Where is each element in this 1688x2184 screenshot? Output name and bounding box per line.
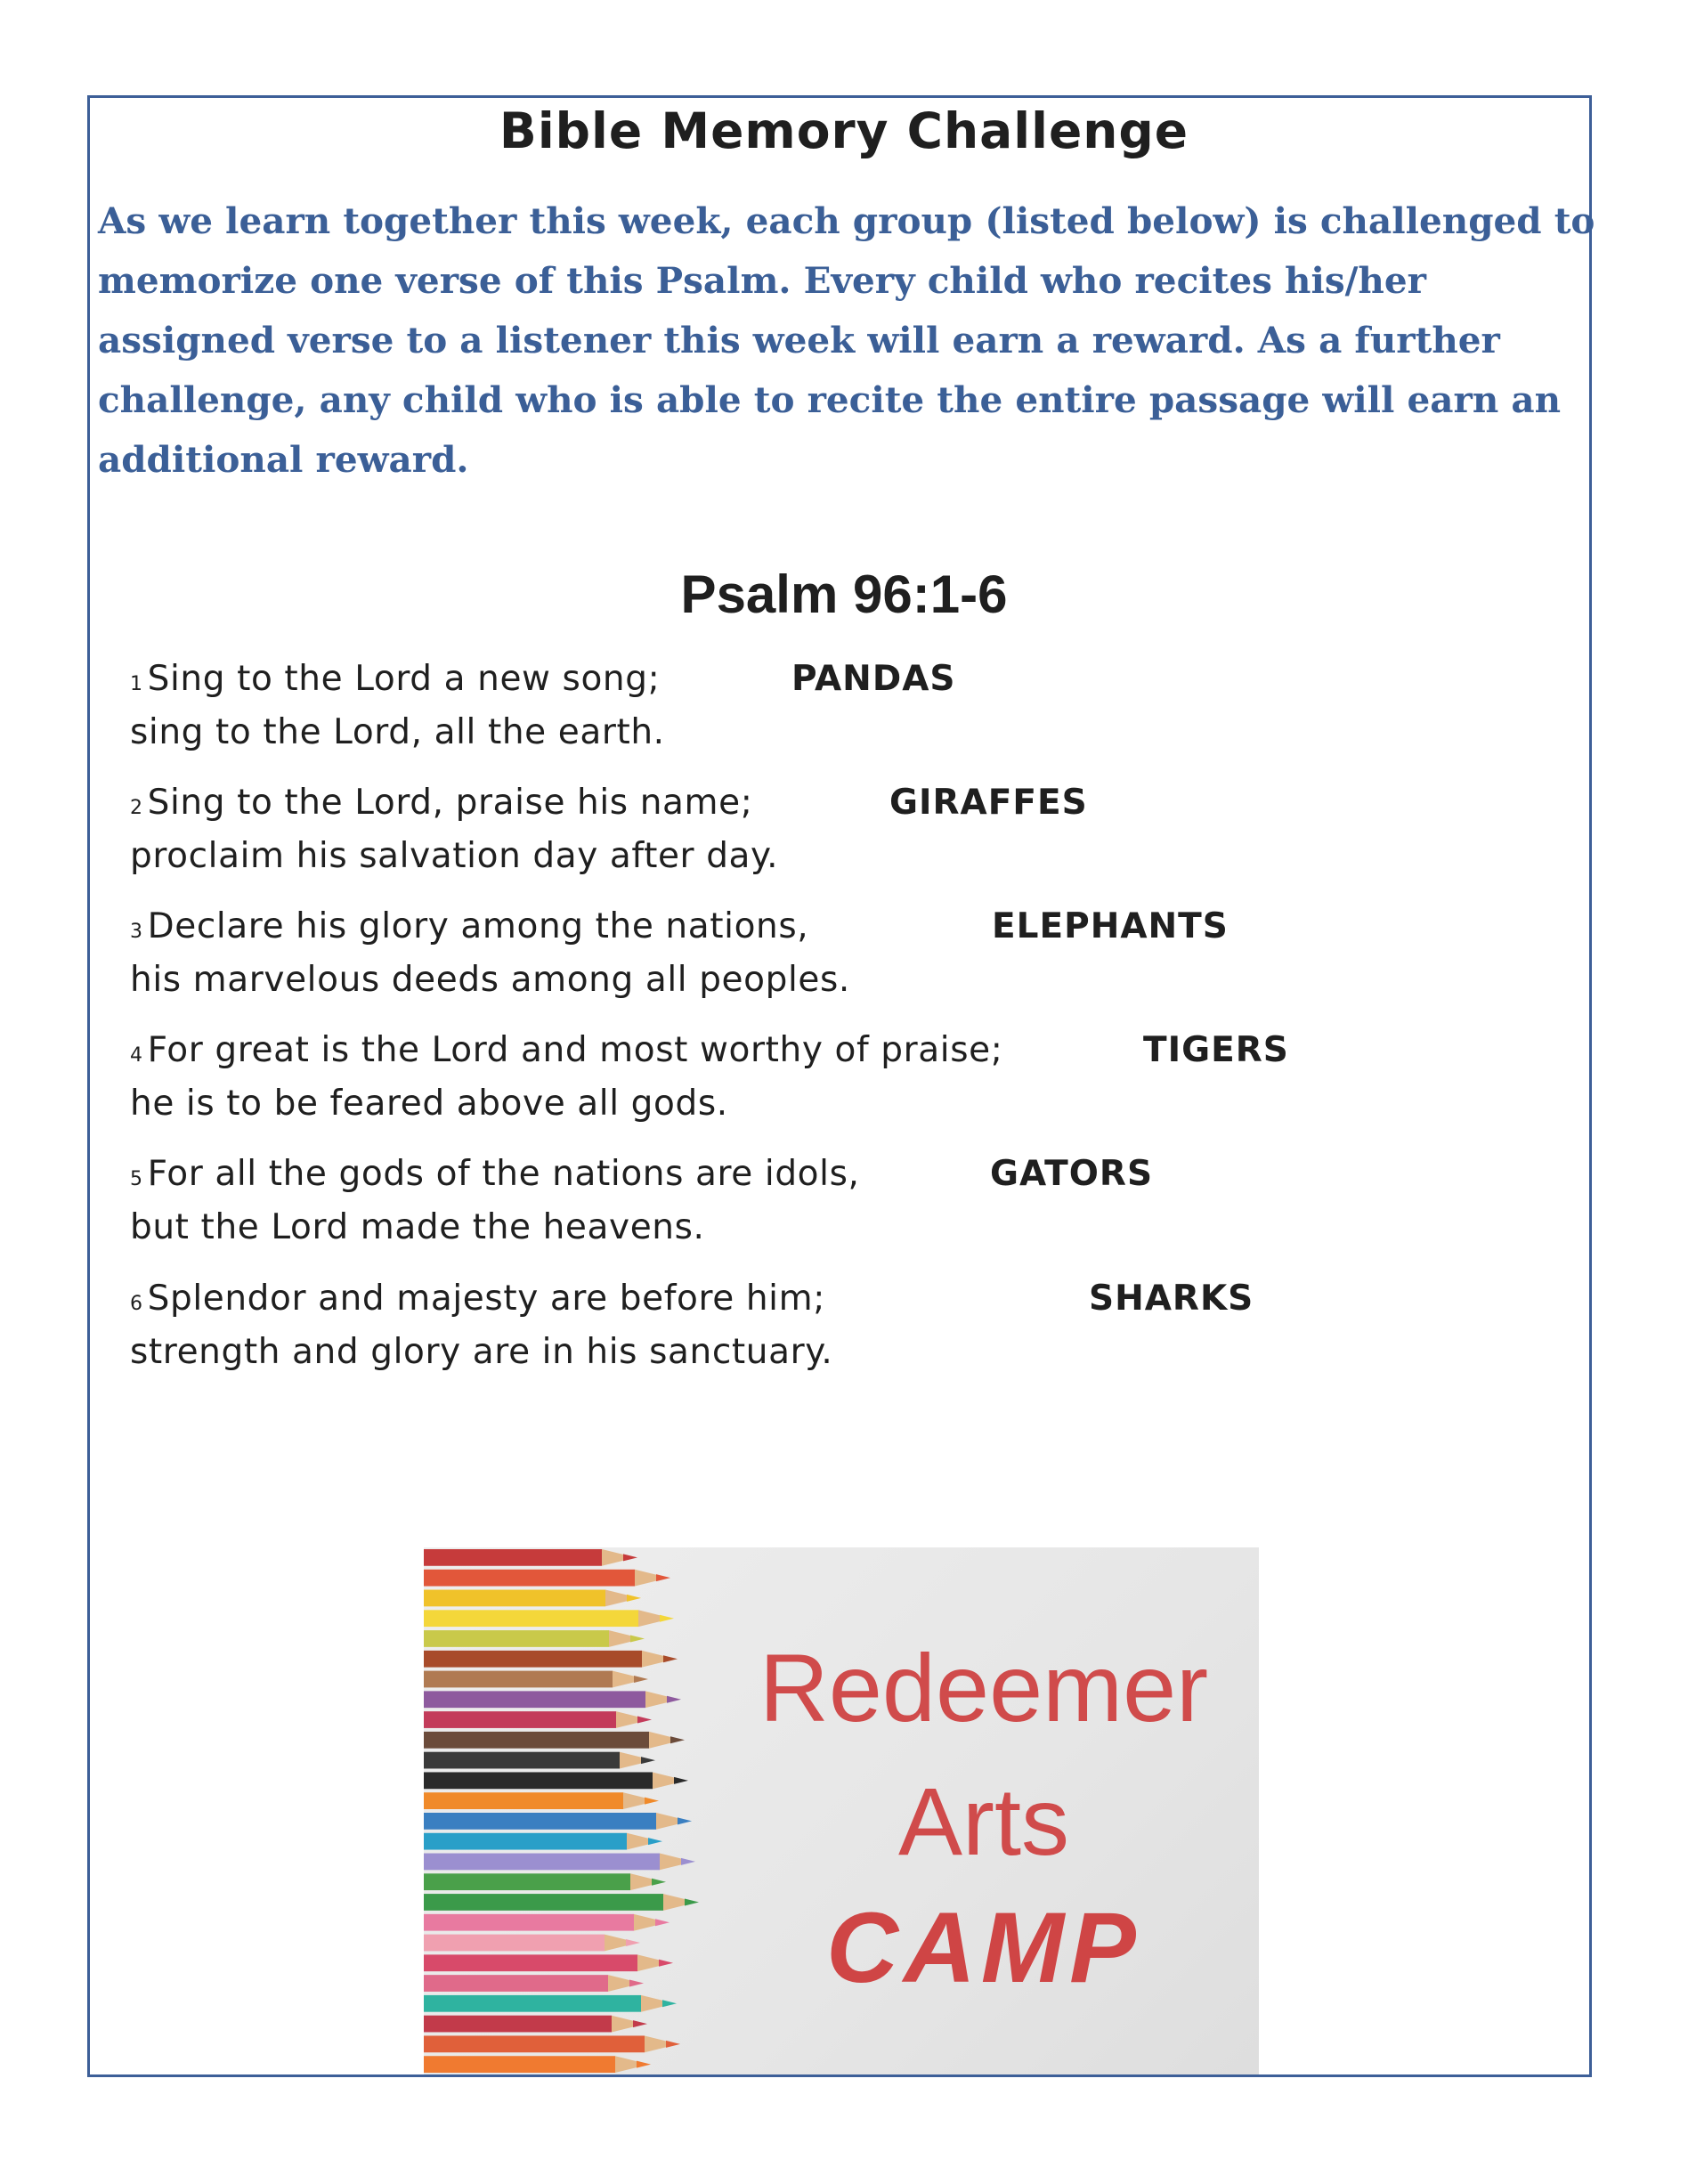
intro-line: As we learn together this week, each group (listed below) is challenged to [98,199,1595,242]
pencil [424,1792,659,1809]
group-name: GIRAFFES [889,783,1088,823]
pencil [424,1610,674,1627]
pencil [424,1975,644,1992]
verse-line-1: Splendor and majesty are before him; [147,1279,825,1319]
group-name: PANDAS [791,659,956,699]
verse-line-1: For great is the Lord and most worthy of praise; [147,1030,1003,1070]
pencil [424,1873,666,1890]
verse-4 [130,1027,1465,1128]
pencil [424,2056,651,2073]
pencil [424,1995,677,2012]
pencil [424,1854,695,1871]
pencil [424,1711,652,1728]
verse-1 [130,655,1465,757]
pencil [424,1813,692,1830]
intro-line: challenge, any child who is able to recite the entire passage will earn an [98,378,1562,421]
pencil [424,2035,680,2052]
verse-6 [130,1275,1465,1376]
verse-number: 3 [130,921,143,943]
group-name: TIGERS [1143,1030,1289,1070]
page-title: Bible Memory Challenge [499,102,1189,159]
intro-line: memorize one verse of this Psalm. Every child who recites his/her [98,259,1426,302]
pencil [424,1549,637,1566]
verse-line-2: proclaim his salvation day after day. [130,836,779,876]
pencil [424,1935,640,1952]
camp-banner-image [424,1547,1259,2074]
group-name: GATORS [990,1154,1154,1194]
group-name: SHARKS [1089,1279,1254,1319]
pencil [424,1671,648,1688]
verse-line-2: strength and glory are in his sanctuary. [130,1332,833,1372]
pencil [424,1691,681,1708]
group-name: ELEPHANTS [992,906,1229,946]
verse-number: 5 [130,1168,143,1190]
verse-line-2: but the Lord made the heavens. [130,1207,705,1247]
pencil [424,1772,688,1789]
pencil [424,1833,662,1850]
intro-paragraph [98,191,1594,490]
verse-3 [130,903,1465,1004]
pencil [424,1954,673,1971]
verse-number: 4 [130,1044,143,1067]
pencil [424,1570,670,1587]
verse-line-1: Declare his glory among the nations, [147,906,809,946]
pencil [424,1590,641,1607]
verse-line-1: Sing to the Lord, praise his name; [147,783,753,823]
verse-2 [130,779,1465,881]
verse-number: 6 [130,1293,143,1315]
verse-number: 2 [130,797,143,819]
psalm-reference: Psalm 96:1-6 [680,564,1008,624]
pencil [424,1914,670,1931]
pencil [424,1630,645,1647]
verse-5 [130,1150,1465,1252]
pencil [424,1752,655,1769]
verse-line-2: sing to the Lord, all the earth. [130,712,665,752]
pencil [424,1894,699,1911]
verse-line-2: he is to be feared above all gods. [130,1084,728,1124]
banner-line-arts: Arts [897,1767,1069,1875]
verse-line-1: For all the gods of the nations are idols, [147,1154,860,1194]
intro-line: assigned verse to a listener this week will earn a reward. As a further [98,319,1500,361]
verse-line-2: his marvelous deeds among all peoples. [130,960,850,1000]
pencil [424,2016,647,2033]
pencil [424,1732,685,1749]
intro-line: additional reward. [98,438,469,481]
banner-line-camp: CAMP [826,1892,1141,2003]
colored-pencils-illustration [424,1547,709,2074]
banner-line-redeemer: Redeemer [759,1634,1209,1742]
verse-line-1: Sing to the Lord a new song; [147,659,661,699]
pencil [424,1651,678,1668]
verse-number: 1 [130,673,143,695]
